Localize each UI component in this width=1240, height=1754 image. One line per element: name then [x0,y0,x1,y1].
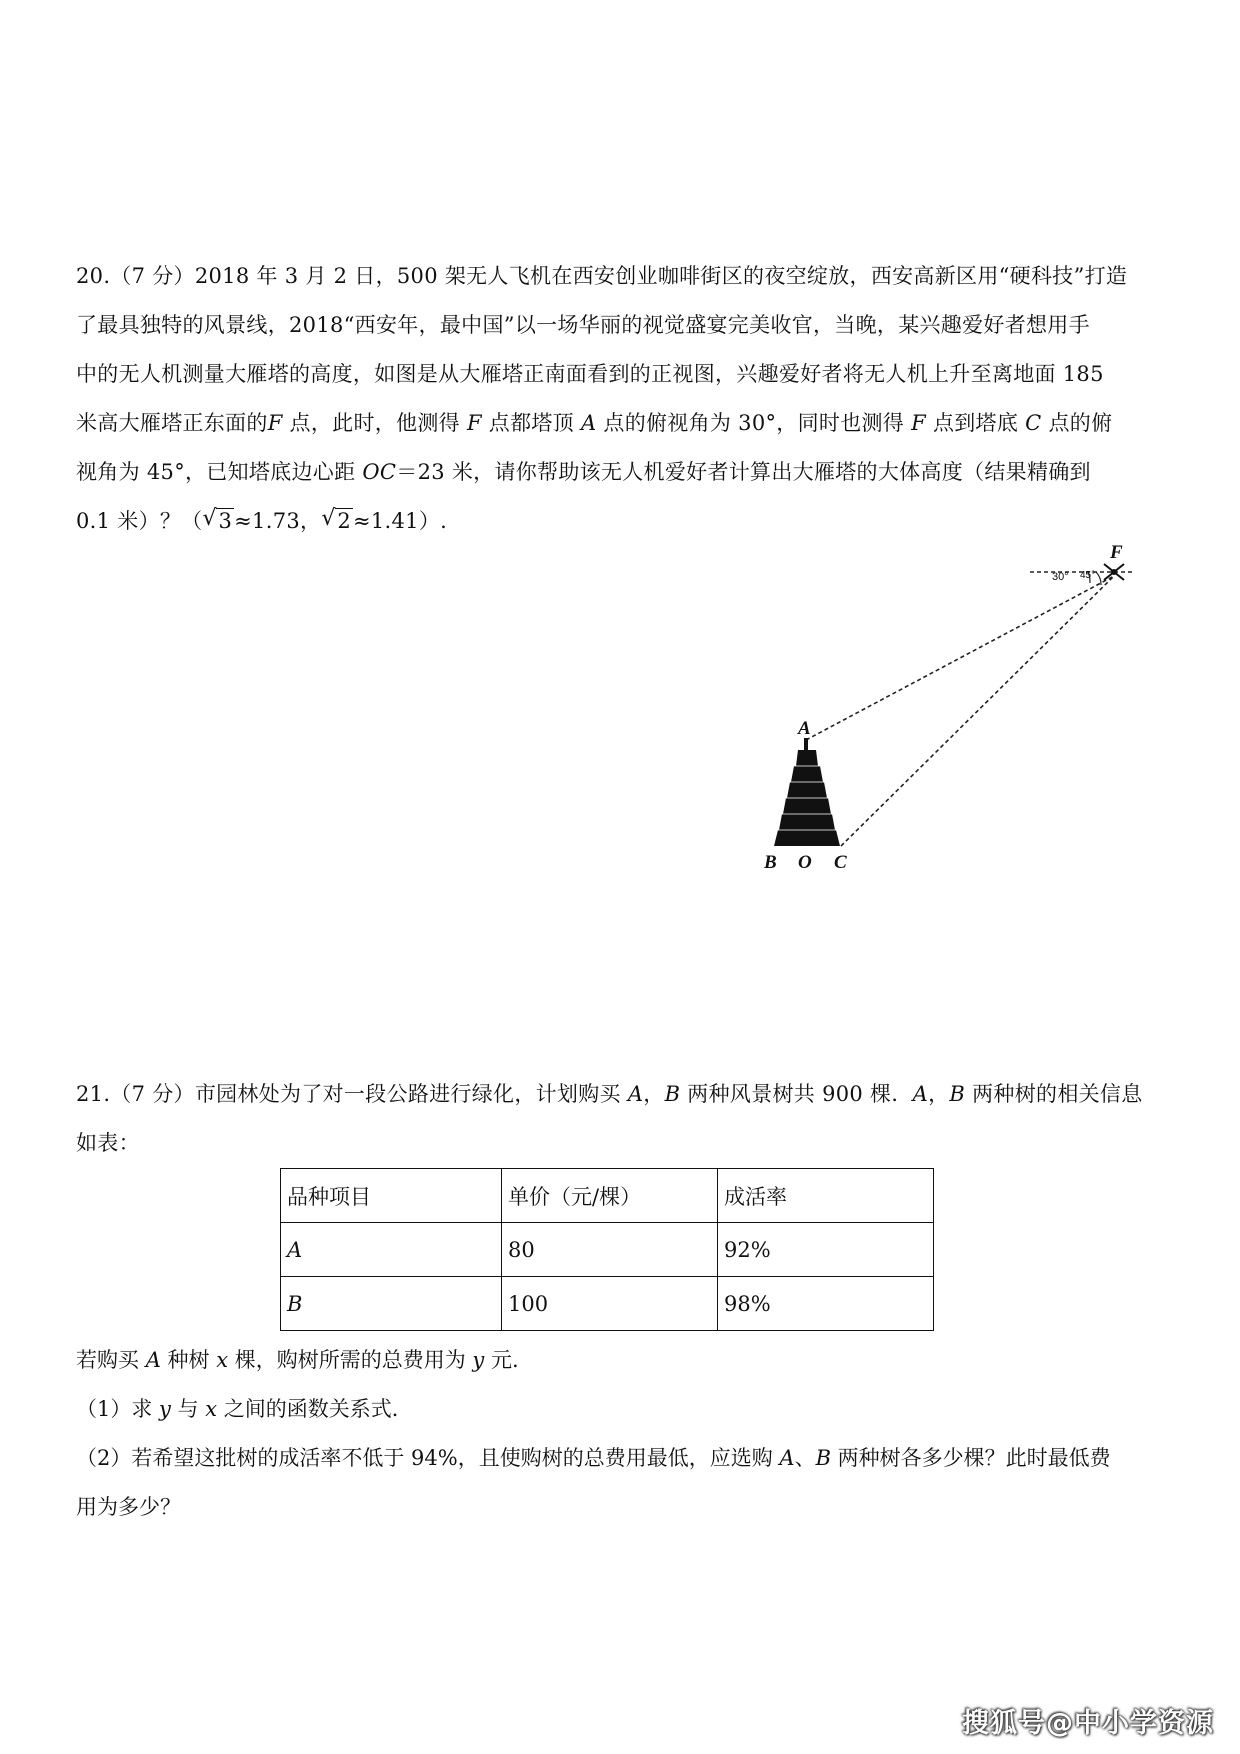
watermark: 搜狐号@中小学资源 [962,1708,1214,1739]
question-21 [76,1070,1146,1168]
table-cell: 80 [502,1223,718,1277]
q21-part-1: （1）求 y 与 x 之间的函数关系式． [76,1397,413,1421]
q20-line-1: 20.（7 分）2018 年 3 月 2 日，500 架无人飞机在西安创业咖啡街区的夜空绽放，西安高新区用“硬科技”打造 [76,264,1128,288]
table-header-cell: 成活率 [718,1169,934,1223]
q20-line-4: 米高大雁塔正东面的F 点，此时，他测得 F 点都塔顶 A 点的俯视角为 30°，同时也测得 F 点到塔底 C 点的俯 [76,411,1113,435]
table-cell: 98% [718,1277,934,1331]
angle-label-45: 45° [1080,570,1096,581]
q21-part-2: （2）若希望这批树的成活率不低于 94%，且使购树的总费用最低，应选购 A、B 两种树各多少棵？此时最低费 [76,1446,1111,1470]
table-row [281,1277,934,1331]
sqrt-3: √ 3 [202,506,233,533]
table-header-cell: 单价（元/棵） [502,1169,718,1223]
table-row [281,1223,934,1277]
pagoda-diagram [700,540,1140,880]
label-B: B [764,852,777,873]
q21-line-2: 如表： [76,1131,140,1155]
table-cell: A [281,1223,502,1277]
q20-line-3: 中的无人机测量大雁塔的高度，如图是从大雁塔正南面看到的正视图，兴趣爱好者将无人机上升至离地面 185 [76,362,1104,386]
angle-arc-45 [1096,572,1101,585]
q21-condition: 若购买 A 种树 x 棵，购树所需的总费用为 y 元. [76,1348,519,1372]
table-header-cell: 品种项目 [281,1169,502,1223]
q20-line-5: 视角为 45°，已知塔底边心距 OC＝23 米，请你帮助该无人机爱好者计算出大雁塔的大体高度（结果精确到 [76,460,1091,484]
label-A: A [798,718,811,739]
table-cell: B [281,1277,502,1331]
question-21-continued [76,1336,1146,1532]
q21-part-2-cont: 用为多少？ [76,1495,181,1519]
sight-line-F-A [806,576,1114,740]
q20-line-6: 0.1 米）？（ √ 3≈1.73， √ 2≈1.41）. [76,497,1146,546]
label-C: C [834,852,847,873]
tree-info-table [280,1168,934,1331]
table-cell: 92% [718,1223,934,1277]
angle-label-30: 30° [1052,571,1069,583]
sqrt-2: √ 2 [321,506,351,533]
q21-line-1: 21.（7 分）市园林处为了对一段公路进行绿化，计划购买 A，B 两种风景树共 900 棵．A，B 两种树的相关信息 [76,1082,1143,1106]
label-O: O [798,852,812,873]
label-F: F [1110,542,1123,563]
pagoda-icon [774,738,840,846]
question-20 [76,252,1146,546]
q20-line-2: 了最具独特的风景线，2018“西安年，最中国”以一场华丽的视觉盛宴完美收官，当晚，某兴趣爱好者想用手 [76,313,1090,337]
sight-line-F-C [841,576,1114,846]
table-header-row [281,1169,934,1223]
table-cell: 100 [502,1277,718,1331]
